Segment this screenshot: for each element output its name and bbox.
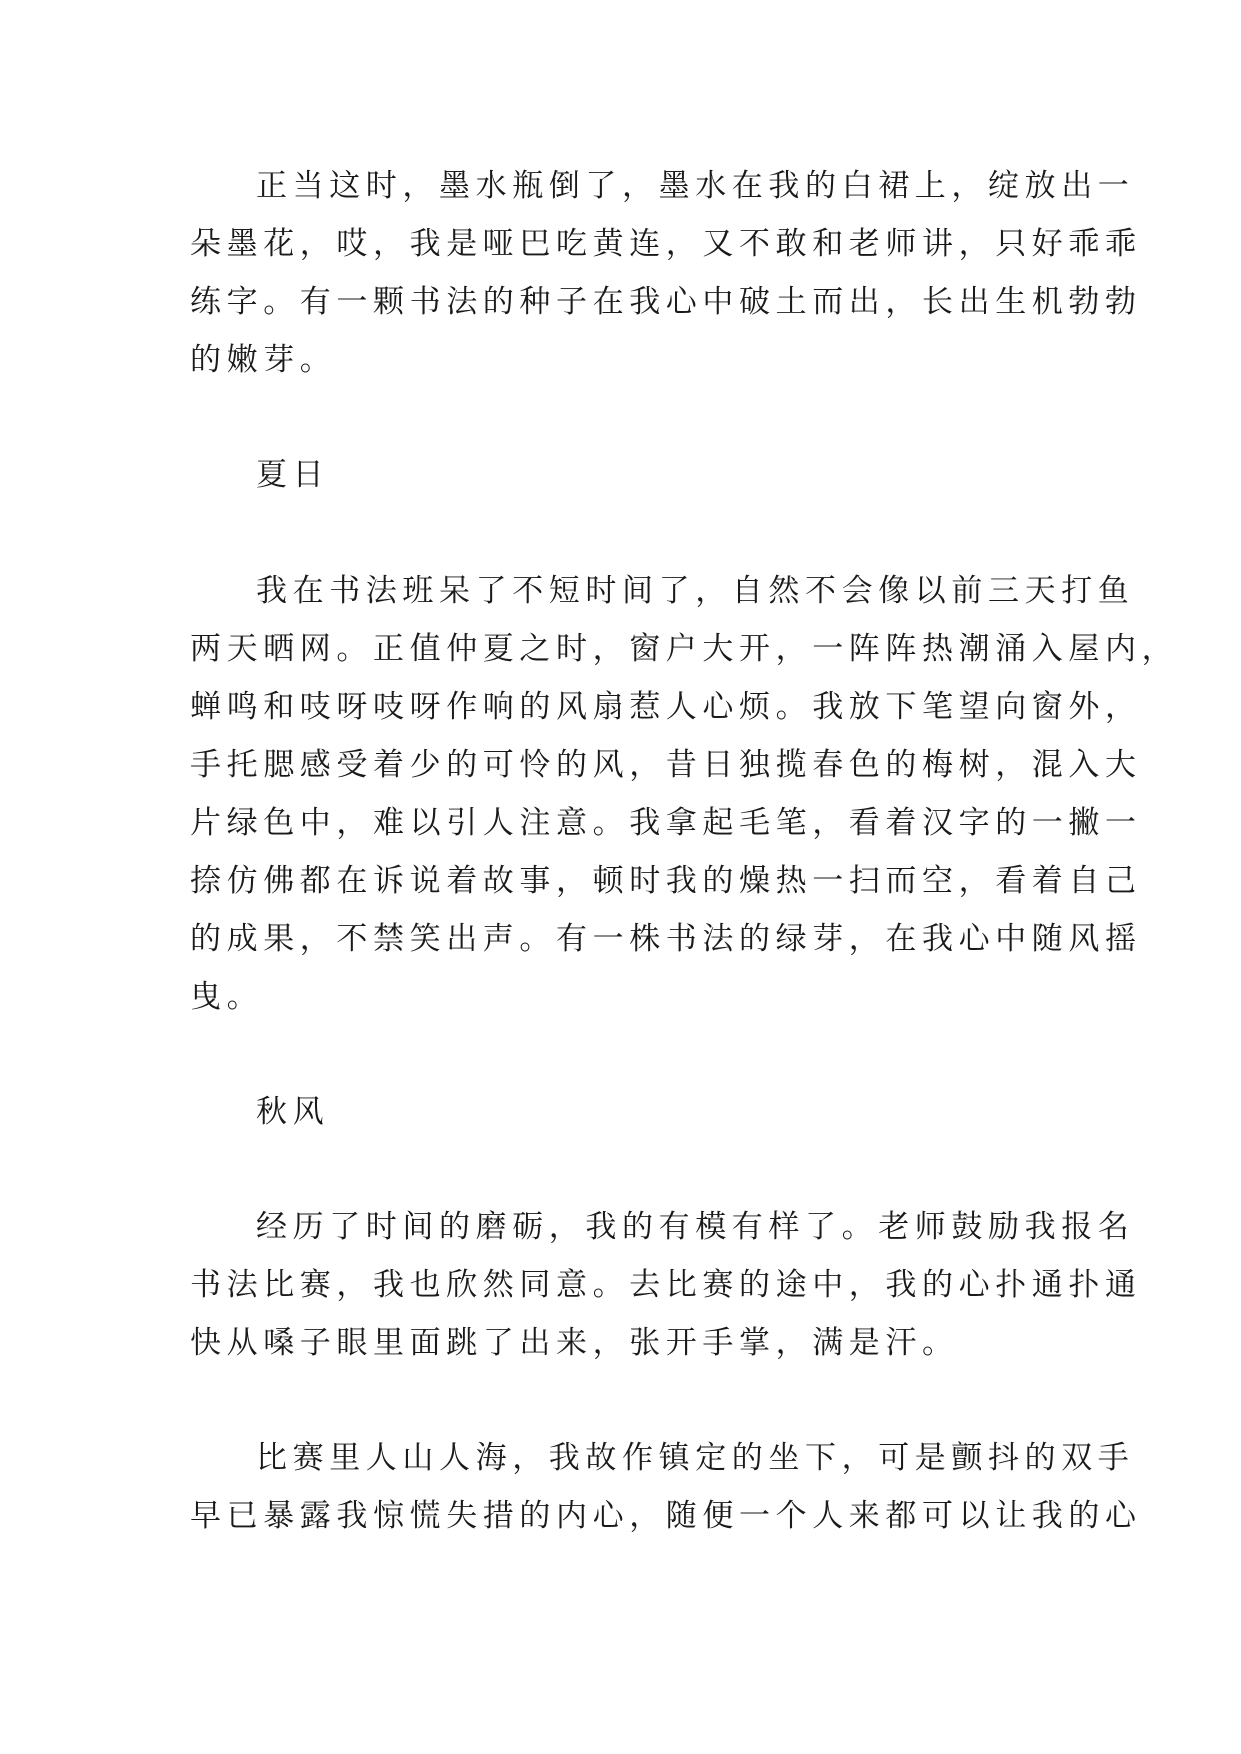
section-heading-autumn: 秋风 — [256, 1094, 330, 1130]
paragraph-1-line-1: 正当这时，墨水瓶倒了，墨水在我的白裙上，绽放出一 — [256, 168, 1135, 204]
paragraph-2-line-1: 我在书法班呆了不短时间了，自然不会像以前三天打鱼 — [256, 573, 1135, 609]
paragraph-2-line-4: 手托腮感受着少的可怜的风，昔日独揽春色的梅树，混入大 — [190, 747, 1142, 783]
section-heading-summer: 夏日 — [256, 457, 330, 493]
paragraph-3-line-2: 书法比赛，我也欣然同意。去比赛的途中，我的心扑通扑通 — [190, 1267, 1142, 1303]
paragraph-2-line-5: 片绿色中，难以引人注意。我拿起毛笔，看着汉字的一撇一 — [190, 805, 1142, 841]
paragraph-2-line-7: 的成果，不禁笑出声。有一株书法的绿芽，在我心中随风摇 — [190, 921, 1142, 957]
paragraph-1-line-2: 朵墨花，哎，我是哑巴吃黄连，又不敢和老师讲，只好乖乖 — [190, 226, 1142, 262]
paragraph-4-line-2: 早已暴露我惊慌失措的内心，随便一个人来都可以让我的心 — [190, 1498, 1142, 1534]
paragraph-2-line-3: 蝉鸣和吱呀吱呀作响的风扇惹人心烦。我放下笔望向窗外， — [190, 689, 1142, 725]
paragraph-1-line-4: 的嫩芽。 — [190, 342, 337, 378]
paragraph-3-line-3: 快从嗓子眼里面跳了出来，张开手掌，满是汗。 — [190, 1325, 959, 1361]
paragraph-3-line-1: 经历了时间的磨砺，我的有模有样了。老师鼓励我报名 — [256, 1209, 1135, 1245]
paragraph-2-line-8: 曳。 — [190, 979, 264, 1015]
paragraph-4-line-1: 比赛里人山人海，我故作镇定的坐下，可是颤抖的双手 — [256, 1440, 1135, 1476]
paragraph-2-line-6: 捺仿佛都在诉说着故事，顿时我的燥热一扫而空，看着自己 — [190, 863, 1142, 899]
paragraph-1-line-3: 练字。有一颗书法的种子在我心中破土而出，长出生机勃勃 — [190, 284, 1142, 320]
paragraph-2-line-2: 两天晒网。正值仲夏之时，窗户大开，一阵阵热潮涌入屋内， — [190, 631, 1179, 667]
